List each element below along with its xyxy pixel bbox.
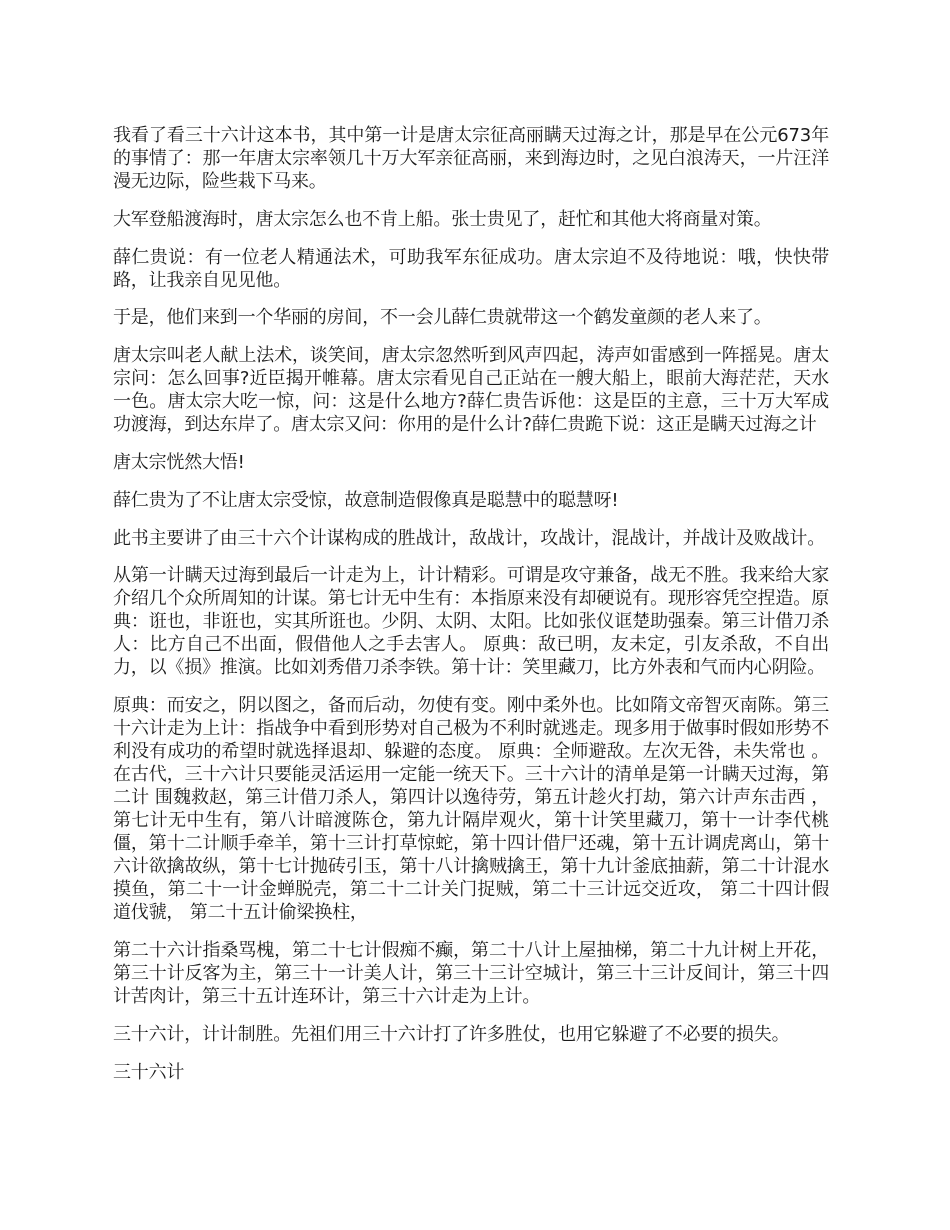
document-body <box>113 124 829 1098</box>
paragraph: 于是，他们来到一个华丽的房间，不一会儿薛仁贵就带这一个鹤发童颜的老人来了。 <box>113 307 772 329</box>
paragraph: 大军登船渡海时，唐太宗怎么也不肯上船。张士贵见了，赶忙和其他大将商量对策。 <box>113 208 772 230</box>
paragraph: 三十六计 <box>113 1061 185 1083</box>
paragraph: 原典：而安之，阴以图之，备而后动，勿使有变。刚中柔外也。比如隋文帝智灭南陈。第三十六计走为上计：指战争中看到形势对自己极为不利时就逃走。现多用于做事时假如形势不利没有成功的希望时就选择退却、躲避的态度。 原典：全师避敌。左次无咎，未失常也 。在古代，三十六计只要能灵活运用一定能一统天下。三十六计的清单是第一计瞒天过海，第二计 围魏救赵，第三计借刀杀人，第四计以逸待劳，第五计趁火打劫，第六计声东击西 ，第七计无中生有，第八计暗渡陈仓，第九计隔岸观火，第十计笑里藏刀，第十一计李代桃僵，第十二计顺手牵羊，第十三计打草惊蛇，第十四计借尸还魂，第十五计调虎离山，第十六计欲擒故纵，第十七计抛砖引玉，第十八计擒贼擒王，第十九计釜底抽薪，第二十计混水摸鱼，第二十一计金蝉脱壳，第二十二计关门捉贼，第二十三计远交近攻， 第二十四计假道伐虢， 第二十五计偷梁换柱， <box>113 695 829 924</box>
paragraph: 薛仁贵为了不让唐太宗受惊，故意制造假像真是聪慧中的聪慧呀! <box>113 489 619 511</box>
paragraph: 唐太宗叫老人献上法术，谈笑间，唐太宗忽然听到风声四起，涛声如雷感到一阵摇晃。唐太宗问：怎么回事?近臣揭开帷幕。唐太宗看见自己正站在一艘大船上，眼前大海茫茫，天水一色。唐太宗大吃一惊，问：这是什么地方?薛仁贵告诉他：这是臣的主意，三十万大军成功渡海，到达东岸了。唐太宗又问：你用的是什么计?薛仁贵跪下说：这正是瞒天过海之计 <box>113 345 829 436</box>
paragraph: 薛仁贵说：有一位老人精通法术，可助我军东征成功。唐太宗迫不及待地说：哦，快快带路，让我亲自见见他。 <box>113 246 829 291</box>
paragraph: 三十六计，计计制胜。先祖们用三十六计打了许多胜仗，也用它躲避了不必要的损失。 <box>113 1023 790 1045</box>
paragraph: 第二十六计指桑骂槐，第二十七计假痴不癫，第二十八计上屋抽梯，第二十九计树上开花，第三十计反客为主，第三十一计美人计，第三十三计空城计，第三十三计反间计，第三十四计苦肉计，第三十五计连环计，第三十六计走为上计。 <box>113 939 829 1007</box>
paragraph: 唐太宗恍然大悟! <box>113 451 245 473</box>
paragraph: 从第一计瞒天过海到最后一计走为上，计计精彩。可谓是攻守兼备，战无不胜。我来给大家介绍几个众所周知的计谋。第七计无中生有：本指原来没有却硬说有。现形容凭空捏造。原典：诳也，非诳也，实其所诳也。少阴、太阴、太阳。比如张仪诓楚助强秦。第三计借刀杀人：比方自己不出面，假借他人之手去害人。 原典：敌已明，友未定，引友杀敌，不自出力，以《损》推演。比如刘秀借刀杀李铁。第十计：笑里藏刀，比方外表和气而内心阴险。 <box>113 565 829 679</box>
paragraph: 我看了看三十六计这本书，其中第一计是唐太宗征高丽瞒天过海之计，那是早在公元673年的事情了：那一年唐太宗率领几十万大军亲征高丽，来到海边时，之见白浪涛天，一片汪洋漫无边际，险些栽下马来。 <box>113 125 829 192</box>
paragraph: 此书主要讲了由三十六个计谋构成的胜战计，敌战计，攻战计，混战计，并战计及败战计。 <box>113 527 825 549</box>
